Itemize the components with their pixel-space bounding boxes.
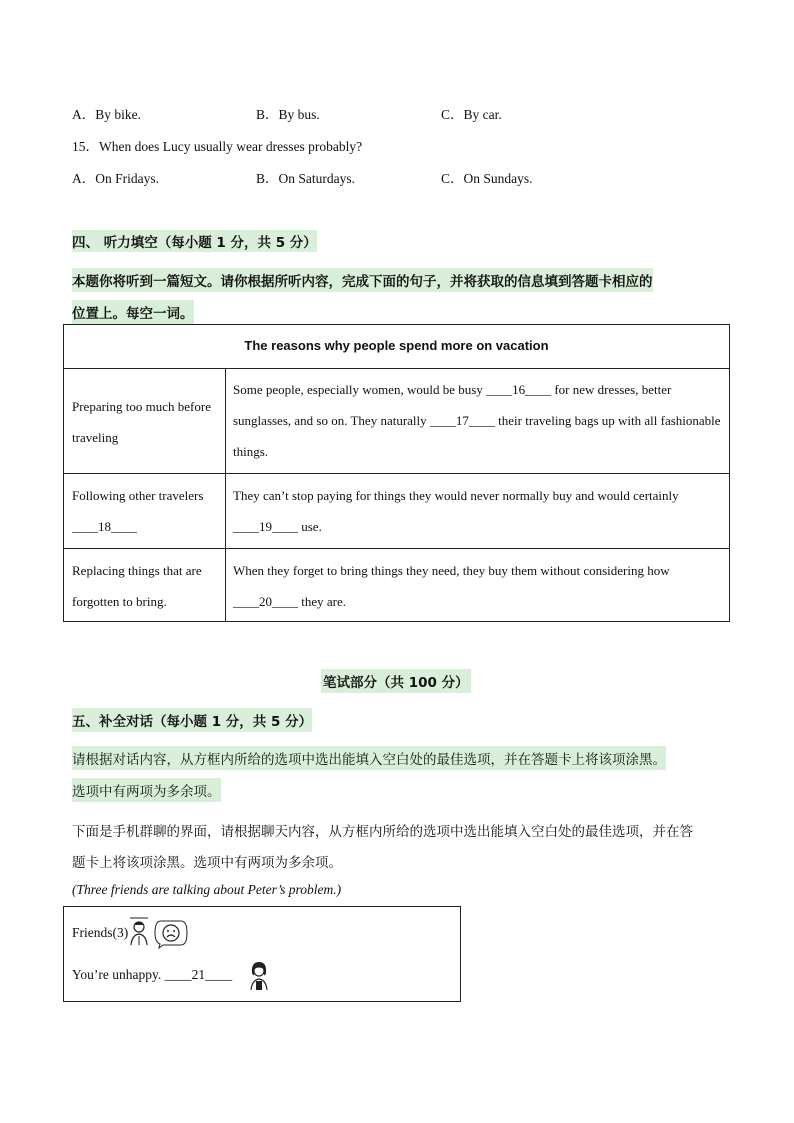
section5-instruction-line1: 请根据对话内容，从方框内所给的选项中选出能填入空白处的最佳选项，并在答题卡上将该项涂黑。 (72, 746, 666, 770)
q15-option-a: A．On Fridays. (72, 171, 159, 186)
written-part-heading: 笔试部分（共 100 分） (321, 669, 471, 693)
table-row-2-right: They can’t stop paying for things they would never normally buy and would certainly ____19____ use. (233, 488, 679, 534)
scene-description: (Three friends are talking about Peter’s problem.) (72, 882, 342, 897)
q14-option-a: A．By bike. (72, 107, 141, 122)
q14-option-c: C．By car. (441, 107, 502, 122)
group-chat-box (63, 906, 461, 1002)
table-row-2-left: Following other travelers ____18____ (72, 488, 204, 534)
q15-option-c: C．On Sundays. (441, 171, 533, 186)
table-row-3-right: When they forget to bring things they need, they buy them without considering how ____20____ they are. (233, 563, 670, 609)
section4-instruction-line1: 本题你将听到一篇短文。请你根据所听内容，完成下面的句子，并将获取的信息填到答题卡相应的 (72, 268, 653, 292)
table-divider (64, 548, 729, 549)
table-divider (64, 368, 729, 369)
table-row-3-left: Replacing things that are forgotten to bring. (72, 563, 202, 609)
section5-paragraph-line2: 题卡上将该项涂黑。选项中有两项为多余项。 (72, 855, 342, 871)
girl-avatar-icon (247, 959, 271, 991)
table-divider (64, 473, 729, 474)
chat-message: You’re unhappy. ____21____ (72, 967, 233, 982)
table-row-1-left: Preparing too much before traveling (72, 399, 211, 445)
q15-option-b: B．On Saturdays. (256, 171, 355, 186)
table-column-divider (225, 368, 226, 621)
q14-option-b: B．By bus. (256, 107, 320, 122)
section5-instruction-line2: 选项中有两项为多余项。 (72, 778, 221, 802)
section5-paragraph-line1: 下面是手机群聊的界面，请根据聊天内容，从方框内所给的选项中选出能填入空白处的最佳选项，并在答 (72, 824, 693, 840)
section4-instruction-line2: 位置上。每空一词。 (72, 300, 194, 324)
table-row-1-right: Some people, especially women, would be busy ____16____ for new dresses, better sunglasses, and so on. They naturally ____17____ their traveling bags up with all fashionable things. (233, 382, 721, 459)
q15-question: 15．When does Lucy usually wear dresses probably? (72, 139, 363, 154)
listening-fill-table (63, 324, 730, 622)
sad-face-icon (153, 919, 189, 949)
chat-group-name: Friends(3) (72, 925, 129, 940)
boy-avatar-icon (128, 917, 150, 947)
section5-heading: 五、补全对话（每小题 1 分，共 5 分） (72, 708, 312, 732)
table-title: The reasons why people spend more on vacation (244, 338, 549, 353)
section4-heading: 四、 听力填空（每小题 1 分，共 5 分） (72, 230, 317, 252)
